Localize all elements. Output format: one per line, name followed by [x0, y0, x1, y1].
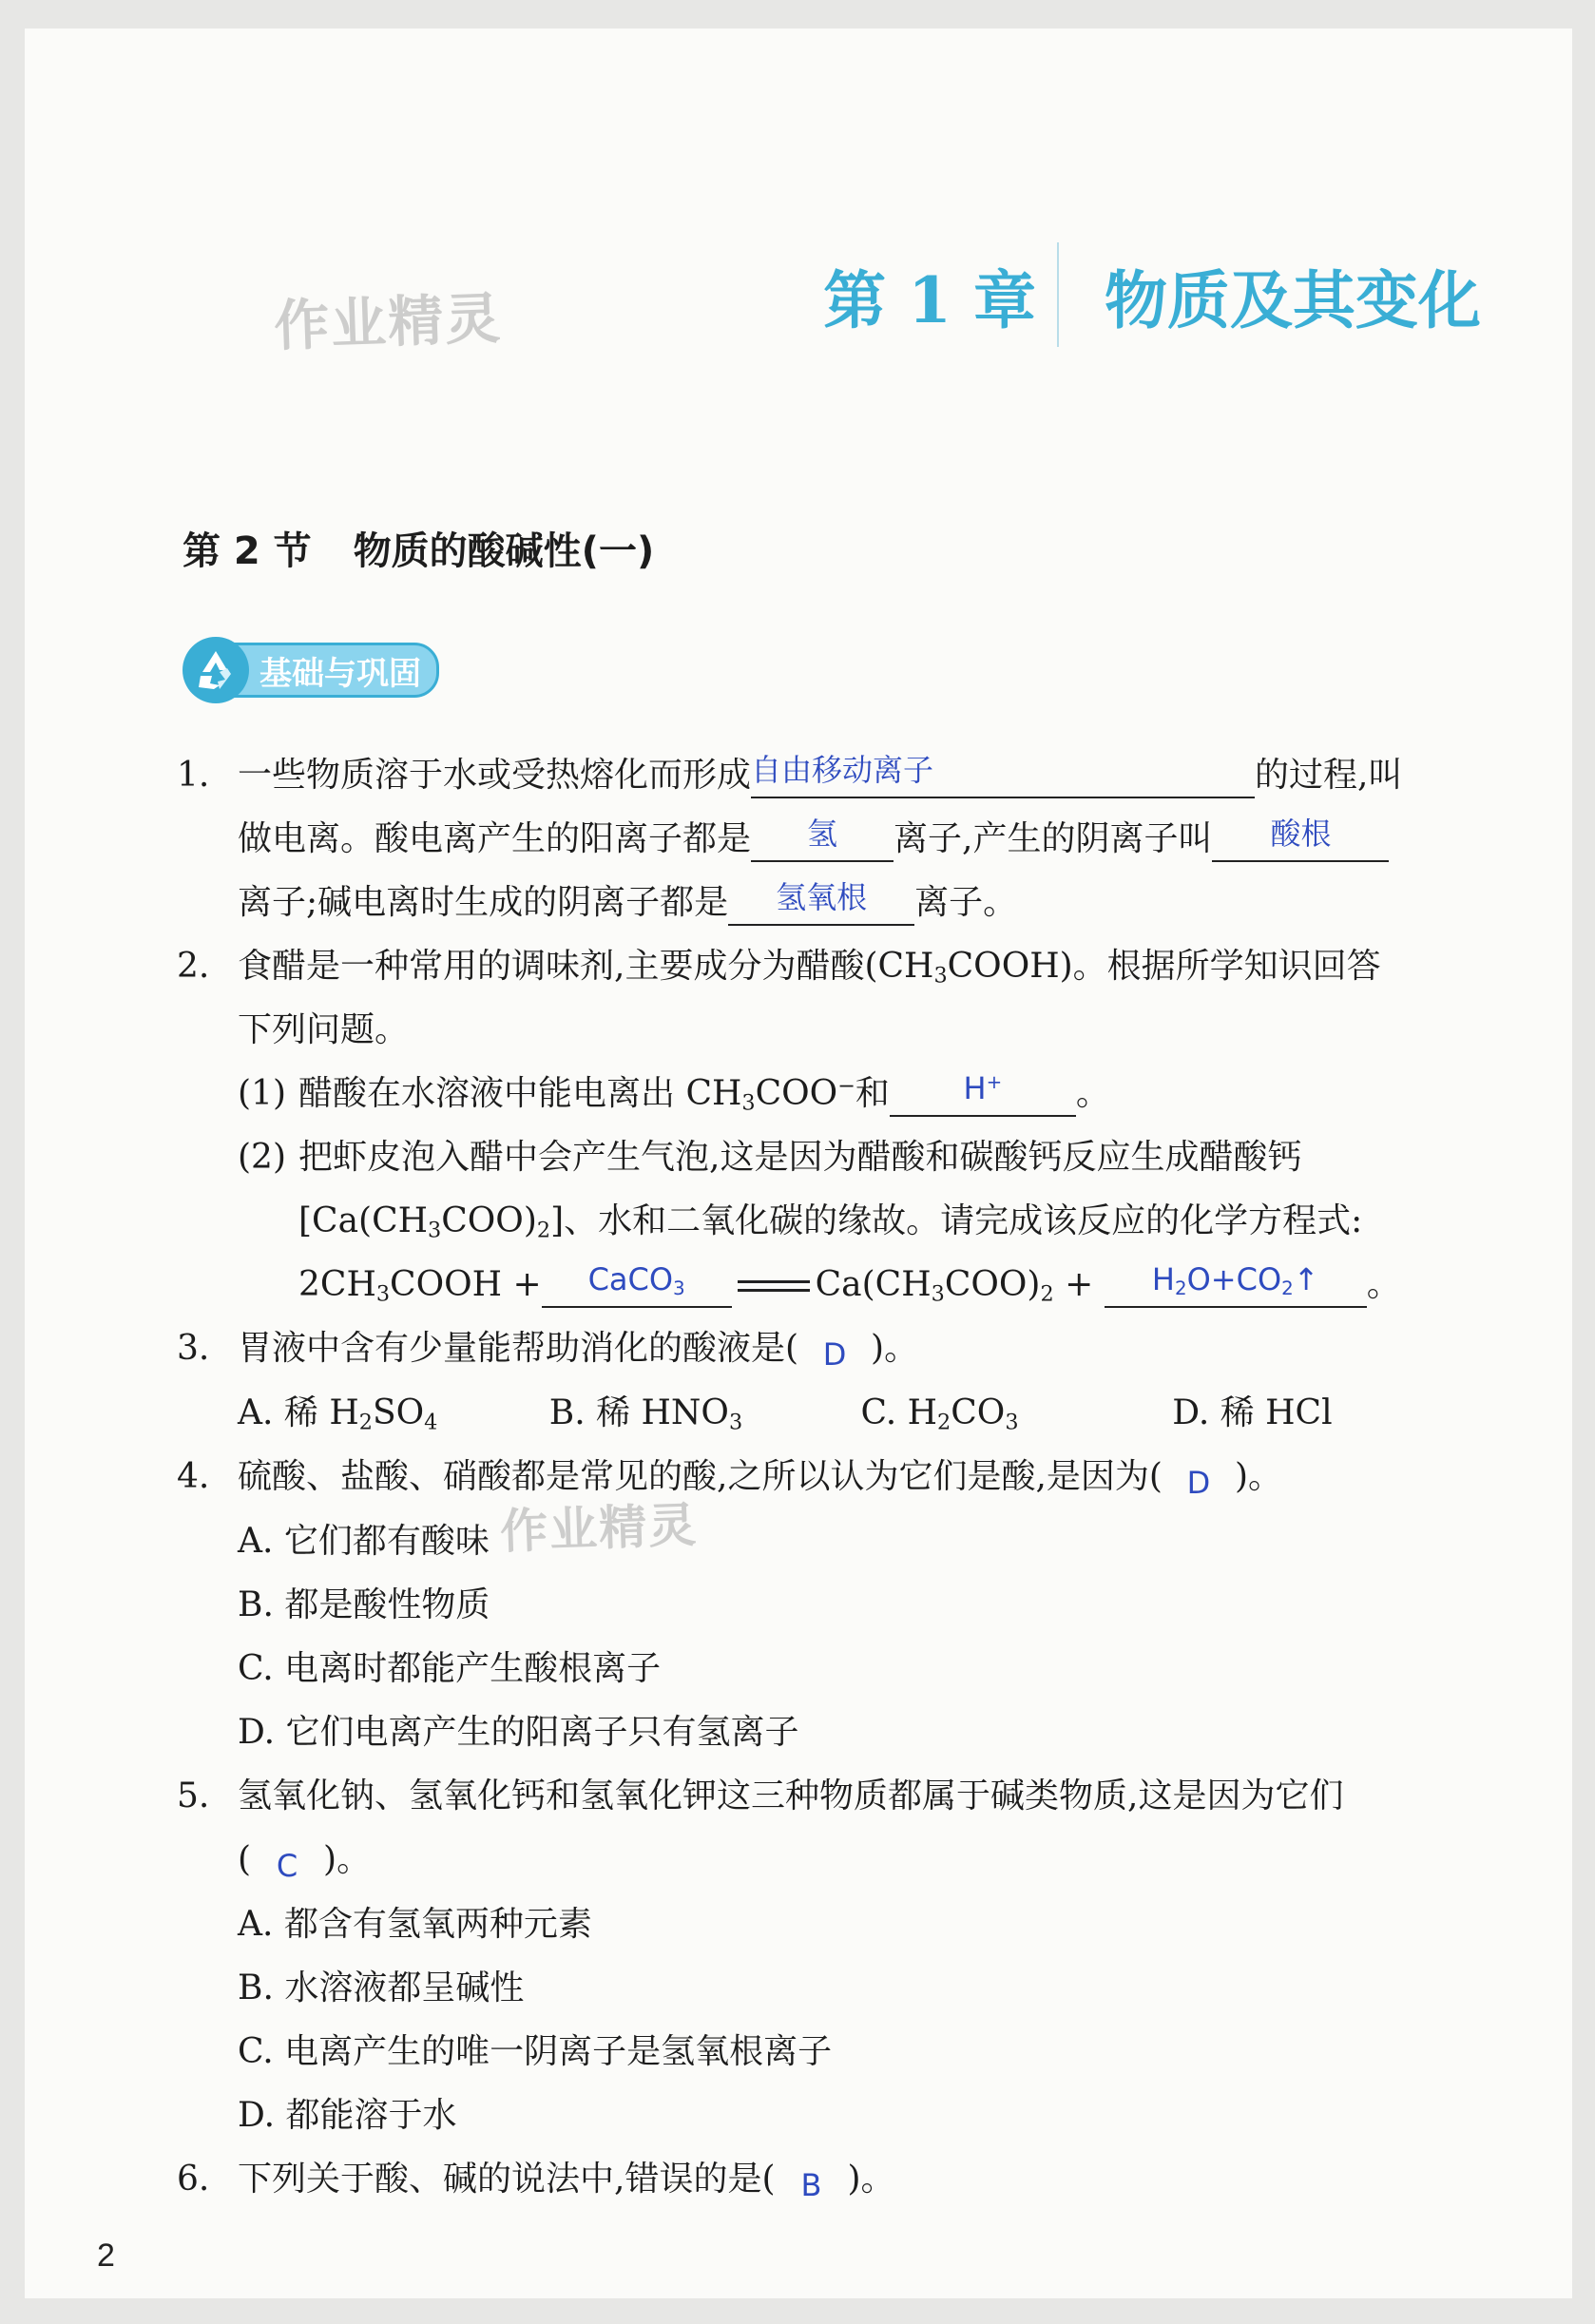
option-text: A. 稀 H [238, 1393, 359, 1432]
option-b[interactable]: B. 稀 $HNO_3$ [548, 1393, 743, 1435]
question-text: )。 [847, 2160, 895, 2199]
question-number: 5. [177, 1777, 210, 1815]
option-text: B. 稀 HNO [548, 1393, 729, 1432]
chapter-heading [823, 238, 1481, 352]
watermark: 作业精灵 [499, 1497, 700, 1560]
question-text: 一些物质溶于水或受热熔化而形成 [238, 756, 752, 795]
sub-question-number: (2) [238, 1138, 286, 1177]
question-text: )。 [1234, 1457, 1282, 1496]
answer-blank[interactable] [542, 1261, 732, 1308]
answer-text: 氢 [807, 816, 838, 852]
question-text: 氢氧化钠、氢氧化钙和氢氧化钾这三种物质都属于碱类物质,这是因为它们 [238, 1777, 1344, 1815]
option-a[interactable]: A. 都含有氢氧两种元素 [238, 1905, 592, 1944]
equation-text: Ca(CH [815, 1265, 932, 1304]
answer-text: H+ [963, 1070, 1003, 1106]
question-text: 和 [855, 1074, 890, 1113]
question-text: )。 [871, 1329, 919, 1368]
equation-text: 2CH [298, 1265, 376, 1304]
question-number: 6. [177, 2160, 210, 2199]
question-6 [177, 2147, 1484, 2212]
answer-text: CaCO$_3$ [587, 1261, 685, 1299]
sub-question-2-2: (2) 把虾皮泡入醋中会产生气泡,这是因为醋酸和碳酸钙反应生成醋酸钙 $[Ca(CH_3COO)_2]$、水和二氧化碳的缘故。请完成该反应的化学方程式: $2CH_3COOH$ + CaCO$_3$ $Ca(CH_3COO)_2$ + $H_2O+CO_2↑$ 。 [177, 1125, 1484, 1316]
question-text: 食醋是一种常用的调味剂,主要成分为醋酸(CH [238, 947, 934, 986]
answer-formula: H [1151, 1261, 1175, 1297]
chemical-equation: $2CH_3COOH$ + CaCO$_3$ $Ca(CH_3COO)_2$ + $H_2O+CO_2↑$ 。 [298, 1261, 1401, 1307]
equation-text: + [1065, 1265, 1094, 1304]
option-d[interactable]: D. 它们电离产生的阳离子只有氢离子 [238, 1713, 799, 1752]
answer-choice[interactable]: B [800, 2167, 822, 2203]
equation-text: COO) [944, 1265, 1041, 1304]
answer-blank[interactable] [890, 1070, 1076, 1117]
question-number: 1. [177, 756, 210, 795]
section-name: 物质的酸碱性(一) [353, 529, 655, 573]
question-text: 醋酸在水溶液中能电离出 CH [298, 1074, 742, 1113]
answer-text: 酸根 [1270, 816, 1332, 852]
answer-text: 氢氧根 [776, 879, 868, 915]
question-text: [Ca(CH [298, 1201, 429, 1240]
option-b[interactable]: B. 水溶液都呈碱性 [238, 1969, 525, 2007]
answer-blank[interactable] [751, 818, 894, 862]
answer-symbol: H [963, 1070, 987, 1106]
answer-choice[interactable]: C [276, 1848, 298, 1884]
question-text: 做电离。酸电离产生的阳离子都是 [238, 819, 752, 858]
answer-formula: O+CO [1186, 1261, 1282, 1297]
question-text: 离子。 [914, 883, 1018, 922]
option-text: C. H [860, 1393, 938, 1432]
question-text: 。 [1075, 1074, 1110, 1113]
sub-question-2-1: (1) 醋酸在水溶液中能电离出 $CH_3COO^-$和 H+ 。 [177, 1062, 1484, 1125]
question-text: COO) [441, 1201, 537, 1240]
question-text: 下列关于酸、碱的说法中,错误的是( [238, 2160, 776, 2199]
section-label: 第 2 节 [183, 529, 312, 573]
watermark: 作业精灵 [273, 285, 504, 359]
question-number: 3. [177, 1329, 210, 1368]
section-badge [183, 637, 439, 703]
question-list [177, 743, 1484, 2212]
question-text: )。 [323, 1840, 372, 1879]
question-2: 2. 食醋是一种常用的调味剂,主要成分为醋酸$(CH_3COOH)$。根据所学知识回答 下列问题。 [177, 934, 1484, 1062]
badge-label: 基础与巩固 [194, 643, 439, 698]
question-5 [177, 1764, 1484, 1892]
question-text: COOH)。根据所学知识回答 [947, 947, 1381, 986]
equals-sign [738, 1280, 810, 1292]
section-title [183, 521, 654, 575]
question-1 [177, 743, 1484, 934]
question-text: ( [238, 1840, 252, 1879]
option-text: D. 稀 HCl [1172, 1393, 1333, 1432]
question-3 [177, 1316, 1484, 1381]
recycle-arrows-icon [183, 637, 249, 703]
chapter-number: 第 1 章 [823, 262, 1036, 337]
question-text: 下列问题。 [238, 1010, 410, 1049]
question-4 [177, 1445, 1484, 1509]
answer-choice[interactable]: D [822, 1336, 847, 1373]
question-text: 的过程,叫 [1255, 756, 1403, 795]
option-d[interactable]: D. 都能溶于水 [238, 2096, 457, 2135]
option-a[interactable]: A. 稀 $H_2SO_4$ [238, 1393, 438, 1435]
option-b[interactable]: B. 都是酸性物质 [238, 1585, 490, 1624]
question-text: ]、水和二氧化碳的缘故。请完成该反应的化学方程式: [550, 1201, 1363, 1240]
option-c[interactable]: C. $H_2CO_3$ [860, 1393, 1019, 1435]
answer-blank[interactable] [1105, 1261, 1367, 1308]
answer-formula: CaCO [587, 1261, 674, 1297]
question-text: 胃液中含有少量能帮助消化的酸液是( [238, 1329, 799, 1368]
answer-choice[interactable]: D [1186, 1465, 1211, 1501]
question-text: COO [755, 1074, 838, 1113]
options-row [177, 1381, 1484, 1445]
chapter-title: 物质及其变化 [1105, 262, 1481, 337]
answer-blank[interactable] [1212, 818, 1389, 862]
answer-blank[interactable] [728, 879, 914, 926]
answer-text: 自由移动离子 [751, 752, 934, 788]
page [25, 29, 1572, 2298]
sub-question-number: (1) [238, 1074, 286, 1113]
option-a[interactable]: A. 它们都有酸味 [238, 1522, 490, 1561]
equation-text: 。 [1366, 1265, 1401, 1304]
question-text: 离子;碱电离时生成的阴离子都是 [238, 883, 729, 922]
question-number: 4. [177, 1457, 210, 1496]
option-d[interactable] [1172, 1381, 1484, 1445]
page-number: 2 [97, 2238, 115, 2274]
answer-text: $H_2O+CO_2↑$ [1151, 1261, 1319, 1299]
question-text: 离子,产生的阴离子叫 [894, 819, 1213, 858]
answer-blank[interactable] [751, 752, 1255, 798]
equation-text: COOH + [390, 1265, 542, 1304]
question-text: 硫酸、盐酸、硝酸都是常见的酸,之所以认为它们是酸,是因为( [238, 1457, 1163, 1496]
question-text: 把虾皮泡入醋中会产生气泡,这是因为醋酸和碳酸钙反应生成醋酸钙 [298, 1138, 1302, 1177]
option-c[interactable]: C. 电离时都能产生酸根离子 [238, 1649, 662, 1688]
chapter-divider [1057, 242, 1059, 347]
question-number: 2. [177, 947, 210, 986]
option-c[interactable]: C. 电离产生的唯一阴离子是氢氧根离子 [238, 2032, 833, 2071]
